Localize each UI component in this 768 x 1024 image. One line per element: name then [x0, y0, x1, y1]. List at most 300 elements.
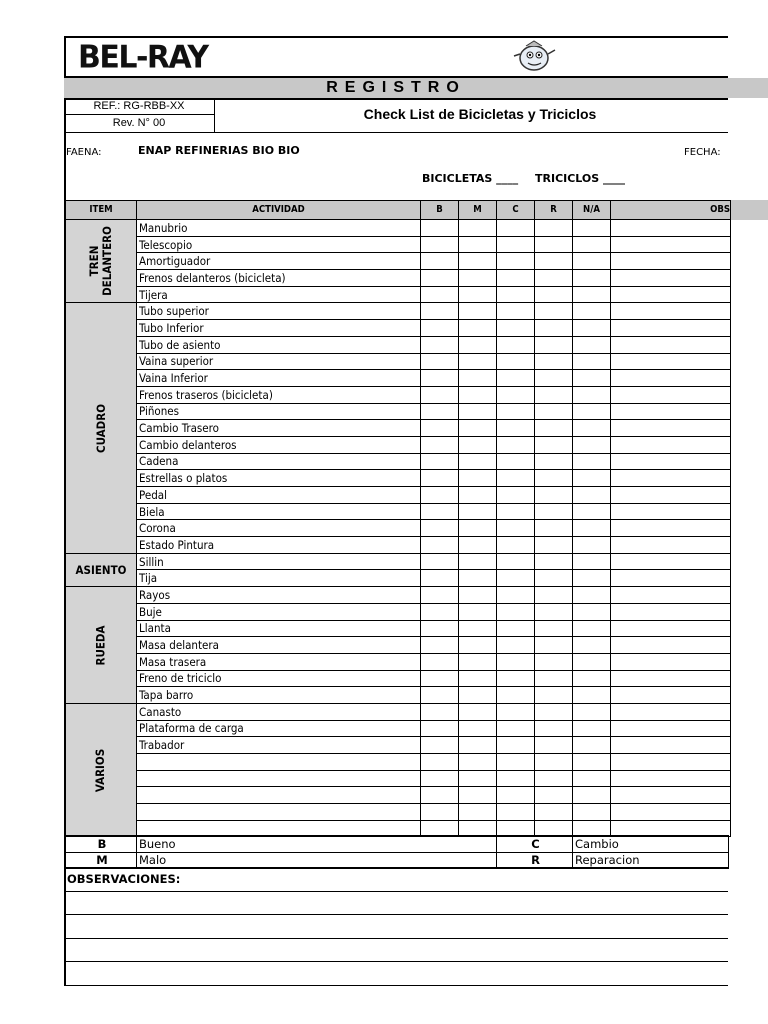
activity-cell: Plataforma de carga [137, 720, 421, 737]
check-cell-b[interactable] [421, 520, 459, 537]
check-cell-m[interactable] [459, 670, 497, 687]
frame-top [64, 36, 728, 38]
check-cell-m[interactable] [459, 603, 497, 620]
check-cell-b[interactable] [421, 453, 459, 470]
check-cell-c[interactable] [497, 487, 535, 504]
check-cell-m[interactable] [459, 220, 497, 237]
check-cell-b[interactable] [421, 720, 459, 737]
check-cell-na[interactable] [573, 470, 611, 487]
check-cell-obs[interactable] [611, 253, 731, 270]
activity-cell: Frenos delanteros (bicicleta) [137, 270, 421, 287]
check-cell-obs[interactable] [611, 653, 731, 670]
check-cell-b[interactable] [421, 420, 459, 437]
check-cell-r[interactable] [535, 220, 573, 237]
check-cell-obs[interactable] [611, 370, 731, 387]
check-cell-m[interactable] [459, 436, 497, 453]
check-cell-c[interactable] [497, 353, 535, 370]
activity-cell: Tubo superior [137, 303, 421, 320]
table-row [66, 703, 731, 720]
header-obs: OBS [611, 201, 731, 220]
check-cell-r[interactable] [535, 670, 573, 687]
check-cell-r[interactable] [535, 570, 573, 587]
check-cell-b[interactable] [421, 320, 459, 337]
check-cell-obs[interactable] [611, 403, 731, 420]
check-cell-m[interactable] [459, 637, 497, 654]
check-cell-b[interactable] [421, 770, 459, 787]
check-cell-na[interactable] [573, 303, 611, 320]
faena-label: FAENA: [66, 147, 102, 158]
check-cell-m[interactable] [459, 403, 497, 420]
check-cell-r[interactable] [535, 336, 573, 353]
check-cell-m[interactable] [459, 470, 497, 487]
check-cell-m[interactable] [459, 804, 497, 821]
check-cell-r[interactable] [535, 403, 573, 420]
check-cell-m[interactable] [459, 336, 497, 353]
check-cell-b[interactable] [421, 570, 459, 587]
check-cell-m[interactable] [459, 236, 497, 253]
table-row [66, 620, 731, 637]
check-cell-r[interactable] [535, 537, 573, 554]
activity-cell [137, 754, 421, 771]
group-label: VARIOS [66, 703, 137, 837]
check-cell-m[interactable] [459, 386, 497, 403]
check-cell-m[interactable] [459, 370, 497, 387]
check-cell-c[interactable] [497, 236, 535, 253]
obs-line[interactable] [65, 914, 728, 915]
check-cell-r[interactable] [535, 286, 573, 303]
check-cell-c[interactable] [497, 754, 535, 771]
check-cell-obs[interactable] [611, 670, 731, 687]
activity-cell: Cadena [137, 453, 421, 470]
check-cell-c[interactable] [497, 370, 535, 387]
check-cell-m[interactable] [459, 303, 497, 320]
check-cell-b[interactable] [421, 470, 459, 487]
check-cell-m[interactable] [459, 754, 497, 771]
check-cell-c[interactable] [497, 386, 535, 403]
obs-top-line [64, 867, 728, 869]
check-cell-c[interactable] [497, 220, 535, 237]
check-cell-r[interactable] [535, 270, 573, 287]
header-actividad: ACTIVIDAD [137, 201, 421, 220]
check-cell-c[interactable] [497, 286, 535, 303]
check-cell-r[interactable] [535, 804, 573, 821]
check-cell-m[interactable] [459, 770, 497, 787]
legend-code: B [66, 836, 137, 853]
check-cell-b[interactable] [421, 236, 459, 253]
activity-cell: Tija [137, 570, 421, 587]
check-cell-obs[interactable] [611, 453, 731, 470]
table-row [66, 653, 731, 670]
check-cell-b[interactable] [421, 804, 459, 821]
check-cell-b[interactable] [421, 386, 459, 403]
activity-cell: Amortiguador [137, 253, 421, 270]
check-cell-na[interactable] [573, 570, 611, 587]
legend-meaning: Reparacion [573, 852, 729, 869]
check-cell-b[interactable] [421, 253, 459, 270]
header-item: ITEM [66, 201, 137, 220]
triciclos-field[interactable]: TRICICLOS ____ [535, 172, 626, 185]
check-cell-na[interactable] [573, 336, 611, 353]
check-cell-m[interactable] [459, 270, 497, 287]
check-cell-obs[interactable] [611, 804, 731, 821]
check-cell-na[interactable] [573, 787, 611, 804]
header-separator [64, 132, 728, 133]
activity-cell: Pedal [137, 487, 421, 504]
check-cell-m[interactable] [459, 570, 497, 587]
check-cell-na[interactable] [573, 270, 611, 287]
check-cell-na[interactable] [573, 436, 611, 453]
check-cell-na[interactable] [573, 253, 611, 270]
check-cell-obs[interactable] [611, 587, 731, 604]
check-cell-obs[interactable] [611, 720, 731, 737]
activity-cell: Rayos [137, 587, 421, 604]
check-cell-na[interactable] [573, 603, 611, 620]
check-cell-m[interactable] [459, 487, 497, 504]
check-cell-m[interactable] [459, 703, 497, 720]
check-cell-b[interactable] [421, 637, 459, 654]
check-cell-m[interactable] [459, 353, 497, 370]
activity-cell: Manubrio [137, 220, 421, 237]
check-cell-na[interactable] [573, 537, 611, 554]
check-cell-na[interactable] [573, 720, 611, 737]
activity-cell: Tubo de asiento [137, 336, 421, 353]
check-cell-obs[interactable] [611, 420, 731, 437]
check-cell-c[interactable] [497, 520, 535, 537]
check-cell-r[interactable] [535, 620, 573, 637]
bicicletas-field[interactable]: BICICLETAS ____ [422, 172, 519, 185]
header-b: B [421, 201, 459, 220]
table-row [66, 737, 731, 754]
check-cell-c[interactable] [497, 637, 535, 654]
activity-cell: Tijera [137, 286, 421, 303]
check-cell-na[interactable] [573, 637, 611, 654]
check-cell-na[interactable] [573, 804, 611, 821]
table-row [66, 286, 731, 303]
check-cell-r[interactable] [535, 637, 573, 654]
obs-line[interactable] [65, 891, 728, 892]
check-cell-r[interactable] [535, 386, 573, 403]
check-cell-c[interactable] [497, 670, 535, 687]
check-cell-b[interactable] [421, 336, 459, 353]
activity-cell [137, 804, 421, 821]
check-cell-obs[interactable] [611, 603, 731, 620]
check-cell-na[interactable] [573, 370, 611, 387]
table-row [66, 553, 731, 570]
header-c: C [497, 201, 535, 220]
check-cell-b[interactable] [421, 537, 459, 554]
activity-cell: Vaina superior [137, 353, 421, 370]
check-cell-c[interactable] [497, 653, 535, 670]
check-cell-r[interactable] [535, 770, 573, 787]
check-cell-obs[interactable] [611, 754, 731, 771]
check-cell-b[interactable] [421, 403, 459, 420]
check-cell-b[interactable] [421, 553, 459, 570]
check-cell-na[interactable] [573, 403, 611, 420]
table-row [66, 353, 731, 370]
check-cell-obs[interactable] [611, 286, 731, 303]
check-cell-b[interactable] [421, 603, 459, 620]
check-cell-c[interactable] [497, 587, 535, 604]
activity-cell: Piñones [137, 403, 421, 420]
activity-cell: Cambio Trasero [137, 420, 421, 437]
table-row [66, 754, 731, 771]
check-cell-obs[interactable] [611, 336, 731, 353]
group-label: RUEDA [66, 587, 137, 704]
table-row [66, 370, 731, 387]
activity-cell: Sillin [137, 553, 421, 570]
check-cell-r[interactable] [535, 236, 573, 253]
check-cell-m[interactable] [459, 737, 497, 754]
check-cell-b[interactable] [421, 286, 459, 303]
check-cell-obs[interactable] [611, 770, 731, 787]
check-cell-obs[interactable] [611, 436, 731, 453]
check-cell-r[interactable] [535, 703, 573, 720]
check-cell-r[interactable] [535, 754, 573, 771]
check-cell-c[interactable] [497, 336, 535, 353]
check-cell-b[interactable] [421, 687, 459, 704]
activity-cell: Tapa barro [137, 687, 421, 704]
check-cell-c[interactable] [497, 537, 535, 554]
check-cell-c[interactable] [497, 703, 535, 720]
check-cell-b[interactable] [421, 787, 459, 804]
check-cell-b[interactable] [421, 487, 459, 504]
check-cell-na[interactable] [573, 653, 611, 670]
check-cell-r[interactable] [535, 553, 573, 570]
check-cell-na[interactable] [573, 386, 611, 403]
check-cell-m[interactable] [459, 286, 497, 303]
check-cell-na[interactable] [573, 503, 611, 520]
table-row [66, 253, 731, 270]
check-cell-obs[interactable] [611, 787, 731, 804]
check-cell-c[interactable] [497, 503, 535, 520]
ref-box [64, 98, 215, 133]
check-cell-c[interactable] [497, 553, 535, 570]
check-cell-r[interactable] [535, 787, 573, 804]
check-cell-c[interactable] [497, 270, 535, 287]
fecha-label: FECHA: [684, 147, 721, 158]
check-cell-m[interactable] [459, 453, 497, 470]
check-cell-na[interactable] [573, 620, 611, 637]
check-cell-c[interactable] [497, 253, 535, 270]
check-cell-c[interactable] [497, 403, 535, 420]
check-cell-m[interactable] [459, 587, 497, 604]
table-row [66, 236, 731, 253]
header-r: R [535, 201, 573, 220]
check-cell-na[interactable] [573, 487, 611, 504]
header-m: M [459, 201, 497, 220]
check-cell-c[interactable] [497, 720, 535, 737]
activity-cell: Estado Pintura [137, 537, 421, 554]
check-cell-obs[interactable] [611, 386, 731, 403]
obs-line[interactable] [65, 961, 728, 962]
check-cell-obs[interactable] [611, 553, 731, 570]
check-cell-r[interactable] [535, 653, 573, 670]
table-row [66, 787, 731, 804]
check-cell-b[interactable] [421, 370, 459, 387]
activity-cell: Buje [137, 603, 421, 620]
check-cell-r[interactable] [535, 737, 573, 754]
check-cell-b[interactable] [421, 653, 459, 670]
check-cell-r[interactable] [535, 587, 573, 604]
obs-line[interactable] [65, 938, 728, 939]
check-cell-na[interactable] [573, 420, 611, 437]
check-cell-m[interactable] [459, 620, 497, 637]
frame-bottom [64, 985, 728, 986]
check-cell-na[interactable] [573, 453, 611, 470]
check-cell-m[interactable] [459, 520, 497, 537]
check-cell-obs[interactable] [611, 320, 731, 337]
table-row [66, 570, 731, 587]
check-cell-r[interactable] [535, 720, 573, 737]
legend-meaning: Bueno [137, 836, 497, 853]
check-cell-obs[interactable] [611, 520, 731, 537]
check-cell-c[interactable] [497, 320, 535, 337]
group-label: CUADRO [66, 303, 137, 553]
check-cell-obs[interactable] [611, 270, 731, 287]
check-cell-m[interactable] [459, 553, 497, 570]
check-cell-na[interactable] [573, 687, 611, 704]
check-cell-m[interactable] [459, 653, 497, 670]
check-cell-m[interactable] [459, 503, 497, 520]
group-label-line: DELANTERO [100, 226, 114, 297]
activity-cell [137, 787, 421, 804]
check-cell-na[interactable] [573, 520, 611, 537]
check-cell-r[interactable] [535, 453, 573, 470]
check-cell-r[interactable] [535, 503, 573, 520]
check-cell-r[interactable] [535, 436, 573, 453]
check-cell-c[interactable] [497, 787, 535, 804]
checklist-table [65, 200, 731, 837]
check-cell-m[interactable] [459, 537, 497, 554]
check-cell-na[interactable] [573, 320, 611, 337]
check-cell-r[interactable] [535, 370, 573, 387]
check-cell-na[interactable] [573, 737, 611, 754]
check-cell-c[interactable] [497, 453, 535, 470]
check-cell-na[interactable] [573, 353, 611, 370]
check-cell-b[interactable] [421, 737, 459, 754]
check-cell-c[interactable] [497, 470, 535, 487]
legend-code: M [66, 852, 137, 869]
activity-cell: Masa trasera [137, 653, 421, 670]
check-cell-na[interactable] [573, 553, 611, 570]
check-cell-obs[interactable] [611, 487, 731, 504]
activity-cell: Masa delantera [137, 637, 421, 654]
table-row [66, 220, 731, 237]
table-row [66, 537, 731, 554]
check-cell-b[interactable] [421, 270, 459, 287]
check-cell-r[interactable] [535, 520, 573, 537]
check-cell-r[interactable] [535, 420, 573, 437]
check-cell-c[interactable] [497, 804, 535, 821]
check-cell-m[interactable] [459, 320, 497, 337]
check-cell-obs[interactable] [611, 637, 731, 654]
check-cell-obs[interactable] [611, 503, 731, 520]
check-cell-c[interactable] [497, 303, 535, 320]
check-cell-c[interactable] [497, 603, 535, 620]
table-header-row [66, 201, 731, 220]
belray-logo: BEL-RAY [78, 39, 208, 76]
check-cell-r[interactable] [535, 303, 573, 320]
check-cell-r[interactable] [535, 253, 573, 270]
check-cell-r[interactable] [535, 487, 573, 504]
check-cell-b[interactable] [421, 436, 459, 453]
check-cell-r[interactable] [535, 603, 573, 620]
check-cell-c[interactable] [497, 687, 535, 704]
check-cell-b[interactable] [421, 220, 459, 237]
table-row [66, 603, 731, 620]
check-cell-r[interactable] [535, 320, 573, 337]
check-cell-na[interactable] [573, 236, 611, 253]
check-cell-b[interactable] [421, 587, 459, 604]
check-cell-na[interactable] [573, 220, 611, 237]
table-row [66, 520, 731, 537]
table-row [66, 804, 731, 821]
activity-cell: Trabador [137, 737, 421, 754]
check-cell-m[interactable] [459, 787, 497, 804]
table-row [66, 487, 731, 504]
check-cell-na[interactable] [573, 587, 611, 604]
check-cell-c[interactable] [497, 737, 535, 754]
check-cell-obs[interactable] [611, 303, 731, 320]
check-cell-m[interactable] [459, 687, 497, 704]
check-cell-b[interactable] [421, 703, 459, 720]
check-cell-m[interactable] [459, 253, 497, 270]
check-cell-m[interactable] [459, 420, 497, 437]
check-cell-c[interactable] [497, 420, 535, 437]
check-cell-obs[interactable] [611, 737, 731, 754]
header-na: N/A [573, 201, 611, 220]
check-cell-obs[interactable] [611, 353, 731, 370]
rev-number: Rev. N° 00 [112, 117, 166, 129]
check-cell-b[interactable] [421, 503, 459, 520]
check-cell-na[interactable] [573, 286, 611, 303]
check-cell-b[interactable] [421, 754, 459, 771]
check-cell-obs[interactable] [611, 570, 731, 587]
check-cell-obs[interactable] [611, 703, 731, 720]
check-cell-obs[interactable] [611, 236, 731, 253]
activity-cell: Frenos traseros (bicicleta) [137, 386, 421, 403]
activity-cell: Cambio delanteros [137, 436, 421, 453]
table-row [66, 436, 731, 453]
check-cell-obs[interactable] [611, 537, 731, 554]
side-bar-header [728, 200, 768, 220]
check-cell-r[interactable] [535, 470, 573, 487]
check-cell-b[interactable] [421, 670, 459, 687]
check-cell-na[interactable] [573, 754, 611, 771]
check-cell-na[interactable] [573, 670, 611, 687]
check-cell-obs[interactable] [611, 620, 731, 637]
check-cell-c[interactable] [497, 570, 535, 587]
check-cell-r[interactable] [535, 353, 573, 370]
check-cell-c[interactable] [497, 436, 535, 453]
check-cell-obs[interactable] [611, 687, 731, 704]
check-cell-obs[interactable] [611, 220, 731, 237]
legend-meaning: Cambio [573, 836, 729, 853]
document-subtitle: Check List de Bicicletas y Triciclos [363, 106, 597, 122]
check-cell-na[interactable] [573, 770, 611, 787]
observaciones-label: OBSERVACIONES: [67, 872, 181, 886]
check-cell-b[interactable] [421, 303, 459, 320]
check-cell-na[interactable] [573, 703, 611, 720]
check-cell-c[interactable] [497, 770, 535, 787]
table-row [66, 470, 731, 487]
check-cell-b[interactable] [421, 353, 459, 370]
check-cell-c[interactable] [497, 620, 535, 637]
check-cell-obs[interactable] [611, 470, 731, 487]
check-cell-r[interactable] [535, 687, 573, 704]
check-cell-m[interactable] [459, 720, 497, 737]
check-cell-b[interactable] [421, 620, 459, 637]
